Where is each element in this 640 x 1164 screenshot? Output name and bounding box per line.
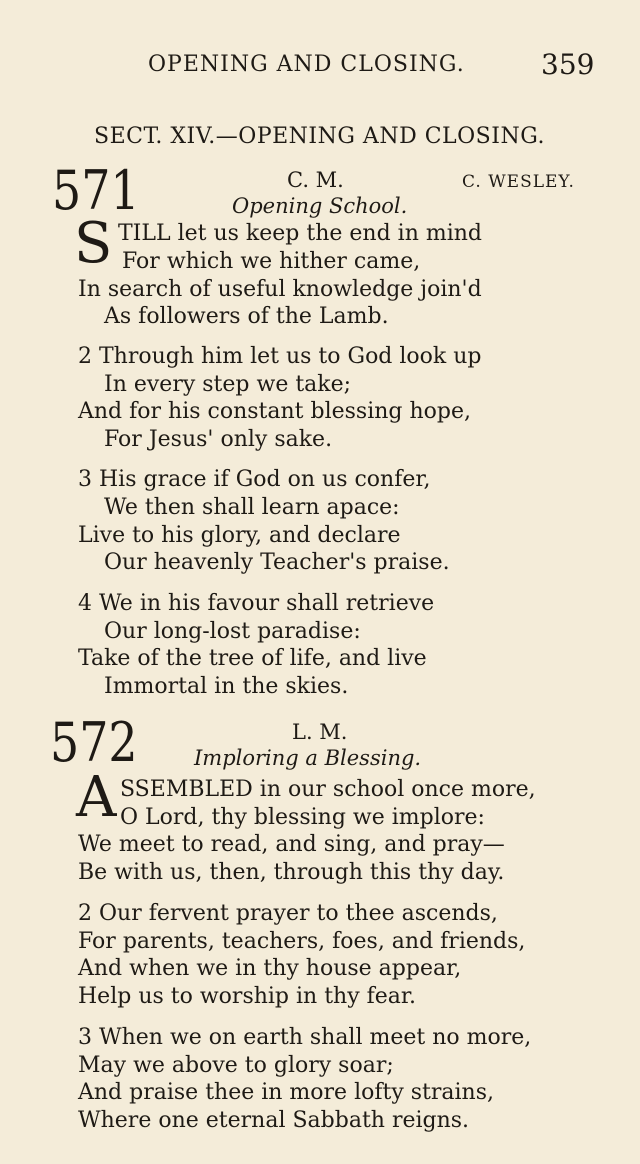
- hymn-title: Opening School.: [232, 194, 408, 218]
- drop-cap: A: [76, 765, 117, 830]
- verse-line: As followers of the Lamb.: [104, 304, 389, 329]
- verse-line: TILL let us keep the end in mind: [118, 221, 482, 246]
- section-title: SECT. XIV.—OPENING AND CLOSING.: [94, 124, 545, 149]
- verse-line: We then shall learn apace:: [104, 495, 400, 520]
- hymn-number: 571: [52, 159, 140, 222]
- verse-line: For which we hither came,: [122, 249, 421, 274]
- hymn-number: 572: [50, 711, 138, 774]
- verse-line: Immortal in the skies.: [104, 674, 349, 699]
- hymn-author: C. WESLEY.: [462, 172, 575, 192]
- verse-line: Live to his glory, and declare: [78, 523, 401, 548]
- verse-line: And praise thee in more lofty strains,: [78, 1080, 495, 1105]
- verse-line: 2 Through him let us to God look up: [78, 344, 482, 369]
- verse-line: In every step we take;: [104, 372, 352, 397]
- verse-line: Be with us, then, through this thy day.: [78, 860, 505, 885]
- verse-line: SSEMBLED in our school once more,: [120, 777, 536, 802]
- verse-line: For parents, teachers, foes, and friends,: [78, 929, 526, 954]
- verse-line: 4 We in his favour shall retrieve: [78, 591, 435, 616]
- verse-line: 2 Our fervent prayer to thee ascends,: [78, 901, 498, 926]
- hymn-meter: C. M.: [287, 168, 344, 192]
- verse-line: In search of useful knowledge join'd: [78, 277, 482, 302]
- drop-cap: S: [74, 211, 113, 276]
- verse-line: Take of the tree of life, and live: [78, 646, 427, 671]
- verse-line: Our long-lost paradise:: [104, 619, 361, 644]
- verse-line: And when we in thy house appear,: [78, 956, 462, 981]
- page-number: 359: [541, 48, 595, 81]
- verse-line: O Lord, thy blessing we implore:: [120, 805, 485, 830]
- hymn-title: Imploring a Blessing.: [194, 746, 422, 770]
- verse-line: Our heavenly Teacher's praise.: [104, 550, 450, 575]
- hymn-meter: L. M.: [292, 720, 348, 744]
- verse-line: Help us to worship in thy fear.: [78, 984, 417, 1009]
- verse-line: And for his constant blessing hope,: [78, 399, 472, 424]
- running-head: OPENING AND CLOSING.: [148, 52, 465, 77]
- verse-line: Where one eternal Sabbath reigns.: [78, 1108, 470, 1133]
- verse-line: 3 When we on earth shall meet no more,: [78, 1025, 532, 1050]
- verse-line: For Jesus' only sake.: [104, 427, 333, 452]
- verse-line: We meet to read, and sing, and pray—: [78, 832, 505, 857]
- verse-line: 3 His grace if God on us confer,: [78, 467, 431, 492]
- verse-line: May we above to glory soar;: [78, 1053, 394, 1078]
